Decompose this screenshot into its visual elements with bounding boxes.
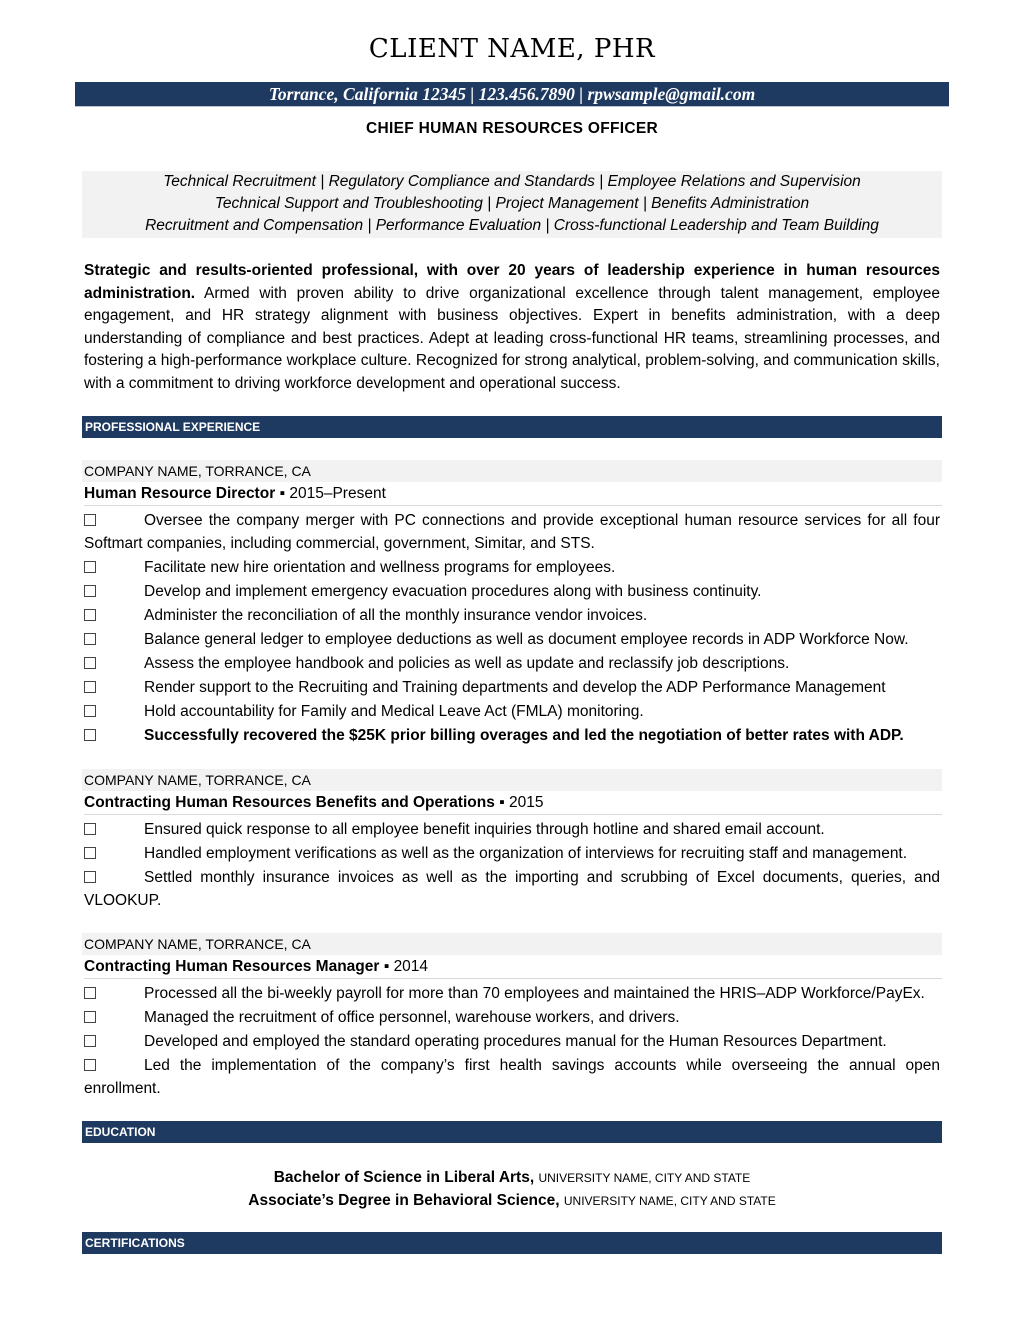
degree: Associate’s Degree in Behavioral Science,: [248, 1192, 560, 1209]
checkbox-icon: [84, 1011, 96, 1023]
list-item: Managed the recruitment of office personnel, warehouse workers, and drivers.: [84, 1007, 940, 1030]
company-line: COMPANY NAME, TORRANCE, CA: [82, 769, 942, 791]
checkbox-icon: [84, 729, 96, 741]
list-item: Administer the reconciliation of all the monthly insurance vendor invoices.: [84, 605, 940, 628]
list-item: Successfully recovered the $25K prior billing overages and led the negotiation of better rates with ADP.: [84, 725, 940, 748]
role-separator: ▪: [279, 485, 286, 502]
list-item: Settled monthly insurance invoices as well as the importing and scrubbing of Excel documents, queries, and VLOOKUP.: [84, 869, 940, 909]
checkbox-icon: [84, 987, 96, 999]
list-item: Processed all the bi-weekly payroll for more than 70 employees and maintained the HRIS–ADP Workforce/PayEx.: [84, 983, 940, 1006]
client-name: CLIENT NAME, PHR: [368, 34, 656, 64]
role-line: [84, 792, 942, 815]
school: UNIVERSITY NAME, CITY AND STATE: [563, 1194, 776, 1208]
list-item: Oversee the company merger with PC connections and provide exceptional human resource services for all four Softmart companies, including commercial, government, Simitar, and STS.: [84, 512, 940, 552]
section-education: EDUCATION: [82, 1121, 942, 1143]
role-title: Human Resource Director: [84, 485, 276, 502]
job-bullets: [84, 510, 940, 749]
job-bullets: [84, 983, 940, 1102]
checkbox-icon: [84, 561, 96, 573]
checkbox-icon: [84, 1059, 96, 1071]
role-dates: 2014: [393, 958, 429, 975]
list-item: Assess the employee handbook and policies as well as update and reclassify job descriptions.: [84, 653, 940, 676]
role-line: [84, 956, 942, 979]
keyword-line: Technical Support and Troubleshooting | Project Management | Benefits Administration: [214, 195, 810, 212]
list-item: Developed and employed the standard operating procedures manual for the Human Resources Department.: [84, 1031, 940, 1054]
role-separator: ▪: [383, 958, 390, 975]
summary-intro: Strategic and results-oriented professional, with over 20 years of leadership experience in human resources administration.: [84, 262, 940, 302]
list-item: Handled employment verifications as well as the organization of interviews for recruiting staff and management.: [84, 843, 940, 866]
company-line: COMPANY NAME, TORRANCE, CA: [82, 460, 942, 482]
core-competencies: [82, 171, 942, 238]
keyword-line: Technical Recruitment | Regulatory Compliance and Standards | Employee Relations and Supervision: [163, 173, 861, 190]
role-title: Contracting Human Resources Manager: [84, 958, 380, 975]
checkbox-icon: [84, 681, 96, 693]
header-divider: [75, 106, 949, 107]
checkbox-icon: [84, 847, 96, 859]
list-item: Hold accountability for Family and Medical Leave Act (FMLA) monitoring.: [84, 701, 940, 724]
list-item: Facilitate new hire orientation and wellness programs for employees.: [84, 557, 940, 580]
company-line: COMPANY NAME, TORRANCE, CA: [82, 933, 942, 955]
checkbox-icon: [84, 705, 96, 717]
section-professional-experience: PROFESSIONAL EXPERIENCE: [82, 416, 942, 438]
checkbox-icon: [84, 871, 96, 883]
contact-bar: Torrance, California 12345 | 123.456.7890 | rpwsample@gmail.com: [75, 82, 949, 106]
education-entry: [0, 1189, 1024, 1213]
role-dates: 2015: [508, 794, 544, 811]
checkbox-icon: [84, 633, 96, 645]
role-line: [84, 483, 942, 506]
list-item: Render support to the Recruiting and Training departments and develop the ADP Performance Management: [84, 677, 940, 700]
role-title: Contracting Human Resources Benefits and Operations: [84, 794, 495, 811]
checkbox-icon: [84, 585, 96, 597]
professional-summary: [84, 260, 940, 395]
list-item: Develop and implement emergency evacuation procedures along with business continuity.: [84, 581, 940, 604]
job-title: CHIEF HUMAN RESOURCES OFFICER: [365, 120, 658, 137]
list-item: Balance general ledger to employee deductions as well as document employee records in ADP Workforce Now.: [84, 629, 940, 652]
section-certifications: CERTIFICATIONS: [82, 1232, 942, 1254]
school: UNIVERSITY NAME, CITY AND STATE: [538, 1171, 751, 1185]
checkbox-icon: [84, 514, 96, 526]
education-entry: [0, 1166, 1024, 1190]
role-separator: ▪: [499, 794, 505, 811]
summary-text: Armed with proven ability to drive organizational excellence through talent management, employee engagement, and HR strategy alignment with business objectives. Expert in benefits administration, with a deep understanding of compliance and best practices. Adept at leading cross-functional HR teams, streamlining processes, and fostering a high-performance workplace culture. Recognized for strong analytical, problem-solving, and communication skills, with a commitment to driving workforce development and operational success.: [84, 284, 940, 392]
keyword-line: Recruitment and Compensation | Performance Evaluation | Cross-functional Leadership and Team Building: [145, 217, 879, 234]
list-item: Ensured quick response to all employee benefit inquiries through hotline and shared email account.: [84, 819, 940, 842]
checkbox-icon: [84, 609, 96, 621]
job-bullets: [84, 819, 940, 914]
checkbox-icon: [84, 823, 96, 835]
role-dates: 2015–Present: [289, 485, 386, 502]
checkbox-icon: [84, 1035, 96, 1047]
checkbox-icon: [84, 657, 96, 669]
list-item: Led the implementation of the company’s first health savings accounts while overseeing the annual open enrollment.: [84, 1057, 940, 1097]
degree: Bachelor of Science in Liberal Arts,: [273, 1169, 535, 1186]
